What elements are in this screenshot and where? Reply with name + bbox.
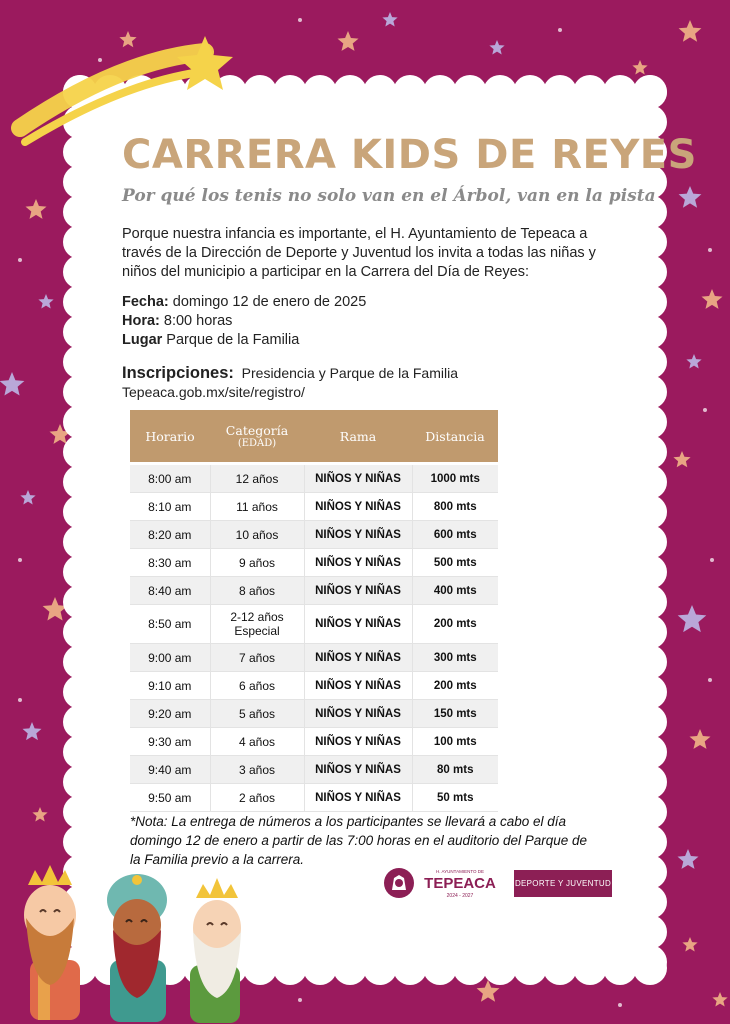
cell-categoria-value: 4 años [238, 734, 276, 749]
registration-place: Presidencia y Parque de la Familia [241, 365, 458, 381]
cell-categoria [210, 728, 304, 756]
time-label: Hora: [122, 313, 160, 329]
cell-rama: NIÑOS Y NIÑAS [304, 784, 412, 812]
cell-categoria-value: 7 años [238, 650, 276, 665]
cell-horario: 9:30 am [130, 728, 210, 756]
cell-categoria-value: 3 años [238, 762, 276, 777]
cell-horario: 9:50 am [130, 784, 210, 812]
registration-label: Inscripciones: [122, 364, 234, 382]
cell-rama: NIÑOS Y NIÑAS [304, 605, 412, 644]
king-middle-icon [107, 874, 167, 1022]
poster-title: CARRERA KIDS DE REYES [122, 132, 697, 178]
cell-horario: 8:40 am [130, 577, 210, 605]
cell-rama: NIÑOS Y NIÑAS [304, 577, 412, 605]
logo-years-text: 2024 - 2027 [446, 893, 474, 899]
cell-distancia: 50 mts [412, 784, 498, 812]
cell-categoria-value: 5 años [238, 706, 276, 721]
cell-horario: 8:20 am [130, 521, 210, 549]
cell-rama: NIÑOS Y NIÑAS [304, 465, 412, 493]
table-row [130, 605, 498, 644]
poster-subtitle: Por qué los tenis no solo van en el Árbol, van en la pista [122, 186, 656, 206]
cell-rama: NIÑOS Y NIÑAS [304, 644, 412, 672]
place-line [122, 331, 612, 350]
date-value: domingo 12 de enero de 2025 [168, 294, 367, 310]
table-row [130, 577, 498, 605]
table-row [130, 784, 498, 812]
table-row [130, 493, 498, 521]
cell-categoria [210, 756, 304, 784]
table-row [130, 644, 498, 672]
time-value: 8:00 horas [159, 313, 233, 329]
intro-paragraph: Porque nuestra infancia es importante, el H. Ayuntamiento de Tepeaca a través de la Dirección de Deporte y Juventud los invita a todas las niñas y niños del municipio a participar en la Carrera del Día de Reyes: [122, 226, 596, 280]
header-distancia: Distancia [412, 410, 498, 462]
cell-distancia: 400 mts [412, 577, 498, 605]
table-row [130, 465, 498, 493]
registration-url[interactable]: Tepeaca.gob.mx/site/registro/ [122, 384, 305, 400]
header-categoria [210, 410, 304, 462]
cell-distancia: 600 mts [412, 521, 498, 549]
king-right-icon [190, 878, 241, 1023]
cell-horario: 9:40 am [130, 756, 210, 784]
cell-categoria-value: 9 años [238, 555, 276, 570]
header-rama: Rama [304, 410, 412, 462]
cell-horario: 8:10 am [130, 493, 210, 521]
three-kings-illustration [0, 840, 270, 1024]
header-categoria-sub: (EDAD) [237, 437, 277, 449]
cell-distancia: 500 mts [412, 549, 498, 577]
cell-categoria [210, 644, 304, 672]
table-row [130, 756, 498, 784]
date-label: Fecha: [122, 294, 169, 310]
cell-categoria [210, 700, 304, 728]
table-row [130, 549, 498, 577]
cell-categoria-value: 8 años [238, 583, 276, 598]
cell-categoria [210, 605, 304, 644]
table-row [130, 672, 498, 700]
schedule-table [130, 410, 498, 812]
cell-horario: 8:50 am [130, 605, 210, 644]
cell-horario: 9:00 am [130, 644, 210, 672]
cell-distancia: 1000 mts [412, 465, 498, 493]
cell-distancia: 300 mts [412, 644, 498, 672]
cell-rama: NIÑOS Y NIÑAS [304, 493, 412, 521]
cell-distancia: 200 mts [412, 605, 498, 644]
cell-categoria-line1: 2-12 años [230, 610, 284, 624]
cell-categoria-line2: Especial [234, 624, 280, 638]
cell-categoria [210, 549, 304, 577]
cell-distancia: 150 mts [412, 700, 498, 728]
deporte-logo: DEPORTE Y JUVENTUD [514, 870, 612, 897]
cell-rama: NIÑOS Y NIÑAS [304, 549, 412, 577]
cell-horario: 9:10 am [130, 672, 210, 700]
table-row [130, 700, 498, 728]
table-row [130, 728, 498, 756]
cell-distancia: 100 mts [412, 728, 498, 756]
table-row [130, 521, 498, 549]
cell-categoria [210, 465, 304, 493]
tepeaca-logo [382, 866, 507, 900]
cell-distancia: 80 mts [412, 756, 498, 784]
cell-horario: 9:20 am [130, 700, 210, 728]
cell-categoria [210, 784, 304, 812]
header-categoria-label: Categoría [225, 422, 289, 438]
cell-categoria [210, 493, 304, 521]
registration-info [122, 364, 612, 402]
cell-horario: 8:00 am [130, 465, 210, 493]
cell-rama: NIÑOS Y NIÑAS [304, 756, 412, 784]
cell-horario: 8:30 am [130, 549, 210, 577]
event-info [122, 293, 612, 350]
logo-top-text: H. AYUNTAMIENTO DE [435, 869, 485, 874]
note-paragraph: *Nota: La entrega de números a los participantes se llevará a cabo el día domingo 12 de enero a partir de las 7:00 horas en el auditorio del Parque de la Familia previo a la carrera. [130, 814, 588, 867]
cell-distancia: 800 mts [412, 493, 498, 521]
cell-categoria-value: 10 años [235, 527, 279, 542]
date-line [122, 293, 612, 312]
king-left-icon [24, 865, 80, 1020]
header-horario: Horario [130, 410, 210, 462]
cell-categoria [210, 672, 304, 700]
schedule-body [130, 462, 498, 812]
cell-rama: NIÑOS Y NIÑAS [304, 672, 412, 700]
cell-categoria-value: 2 años [238, 790, 276, 805]
cell-categoria-value: 12 años [235, 471, 279, 486]
cell-categoria-value: 6 años [238, 678, 276, 693]
cell-categoria [210, 521, 304, 549]
logo-name-text: TEPEACA [424, 875, 496, 892]
time-line [122, 312, 612, 331]
cell-distancia: 200 mts [412, 672, 498, 700]
cell-categoria-value: 11 años [236, 499, 278, 514]
cell-categoria [210, 577, 304, 605]
cell-rama: NIÑOS Y NIÑAS [304, 521, 412, 549]
place-label: Lugar [122, 332, 163, 348]
cell-rama: NIÑOS Y NIÑAS [304, 700, 412, 728]
cell-rama: NIÑOS Y NIÑAS [304, 728, 412, 756]
place-value: Parque de la Familia [162, 332, 300, 348]
